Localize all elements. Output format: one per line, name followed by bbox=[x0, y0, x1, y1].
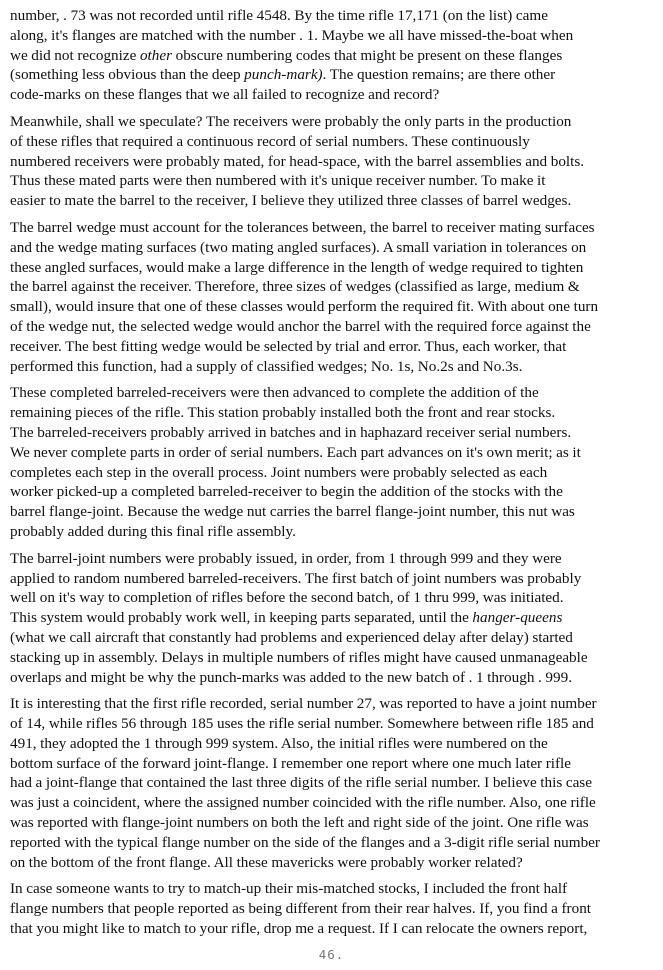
text-line: number, . 73 was not recorded until rifle 4548. By the time rifle 17,171 (on the list) came bbox=[10, 7, 548, 24]
text-line: and the wedge mating surfaces (two mating angled surfaces). A small variation in tolerances on bbox=[10, 238, 587, 256]
italic-text: other bbox=[139, 46, 172, 64]
text-run: we did not recognize bbox=[10, 46, 140, 64]
text-line: had a joint-flange that contained the last three digits of the rifle serial number. I believe this case bbox=[10, 774, 592, 792]
paragraph bbox=[10, 879, 653, 938]
paragraph bbox=[10, 549, 653, 688]
text-line: small), would insure that one of these classes would perform the required fit. With about one turn bbox=[10, 298, 599, 316]
text-line: was reported with flange-joint numbers on both the left and right side of the joint. One rifle was bbox=[10, 814, 589, 832]
text-line: well on it's way to completion of rifles before the second batch, of 1 thru 999, was initiated. bbox=[10, 589, 564, 607]
text-line: 491, they adopted the 1 through 999 system. Also, the initial rifles were numbered on the bbox=[10, 734, 548, 752]
text-line: completes each step in the overall process. Joint numbers were probably selected as each bbox=[10, 463, 548, 481]
text-line: code-marks on these flanges that we all failed to recognize and record? bbox=[10, 86, 440, 104]
text-line: the barrel against the receiver. Therefore, three sizes of wedges (classified as large, medium & bbox=[10, 278, 580, 296]
text-line: (what we call aircraft that constantly had problems and experienced delay after delay) started bbox=[10, 628, 573, 646]
text-line: It is interesting that the first rifle recorded, serial number 27, was reported to have a joint number bbox=[10, 695, 597, 713]
text-line: probably added during this final rifle assembly. bbox=[10, 522, 296, 540]
text-line: performed this function, had a supply of classified wedges; No. 1s, No.2s and No.3s. bbox=[10, 357, 523, 375]
text-line: overlaps and might be why the punch-marks was added to the new batch of . 1 through . 999. bbox=[10, 668, 573, 686]
text-line: bottom surface of the forward joint-flange. I remember one report where one much later rifle bbox=[10, 754, 572, 772]
text-line: these angled surfaces, would make a large difference in the length of wedge required to tighten bbox=[10, 258, 584, 276]
text-line: of these rifles that required a continuous record of serial numbers. These continuously bbox=[10, 132, 530, 150]
text-line: flange numbers that people reported as being different from their rear halves. If, you find a front bbox=[10, 900, 592, 918]
text-run: obscure numbering codes that might be present on these flanges bbox=[172, 46, 563, 64]
body-text bbox=[10, 6, 653, 939]
text-line: of the wedge nut, the selected wedge would anchor the barrel with the required force against the bbox=[10, 317, 591, 335]
page-number: 46. bbox=[318, 947, 345, 962]
text-run: (something less obvious than the deep bbox=[10, 66, 245, 84]
text-line: of 14, while rifles 56 through 185 uses the rifle serial number. Somewhere between rifle 185 and bbox=[10, 715, 594, 733]
text-line: that you might like to match to your rifle, drop me a request. If I can relocate the owners report, bbox=[10, 920, 588, 938]
text-line: Thus these mated parts were then numbered with it's unique receiver number. To make it bbox=[10, 172, 546, 190]
text-line: In case someone wants to try to match-up their mis-matched stocks, I included the front half bbox=[10, 880, 568, 898]
text-line: The barrel-joint numbers were probably issued, in order, from 1 through 999 and they were bbox=[10, 549, 562, 567]
text-line: was just a coincident, where the assigned number coincided with the rifle number. Also, one rifle bbox=[10, 794, 596, 812]
paragraph bbox=[10, 218, 653, 376]
text-line bbox=[10, 65, 653, 85]
text-line: reported with the typical flange number on the side of the flanges and a 3-digit rifle serial number bbox=[10, 833, 600, 851]
italic-text: hanger-queens bbox=[472, 609, 563, 627]
text-line: remaining pieces of the rifle. This station probably installed both the front and rear stocks. bbox=[10, 404, 556, 422]
paragraph bbox=[10, 112, 653, 211]
text-line: on the bottom of the front flange. All these mavericks were probably worker related? bbox=[10, 853, 523, 871]
paragraph bbox=[10, 6, 653, 105]
text-line: barrel flange-joint. Because the wedge nut carries the barrel flange-joint number, this nut was bbox=[10, 503, 575, 521]
text-line: receiver. The best fitting wedge would be selected by trial and error. Thus, each worker, that bbox=[10, 337, 567, 355]
italic-text: punch-mark) bbox=[244, 66, 323, 84]
text-line: worker picked-up a completed barreled-receiver to begin the addition of the stocks with the bbox=[10, 483, 563, 501]
text-line: along, it's flanges are matched with the number . 1. Maybe we all have missed-the-boat when bbox=[10, 26, 574, 44]
text-line: applied to random numbered barreled-receivers. The first batch of joint numbers was probably bbox=[10, 569, 582, 587]
text-line: The barreled-receivers probably arrived in batches and in haphazard receiver serial numbers. bbox=[10, 423, 572, 441]
text-line: numbered receivers were probably mated, for head-space, with the barrel assemblies and bolts. bbox=[10, 152, 585, 170]
text-run: . The question remains; are there other bbox=[322, 66, 556, 84]
text-line: easier to mate the barrel to the receiver, I believe they utilized three classes of barrel wedges. bbox=[10, 192, 572, 210]
text-line bbox=[10, 608, 653, 628]
paragraph bbox=[10, 694, 653, 872]
text-line: We never complete parts in order of serial numbers. Each part advances on it's own merit; as it bbox=[10, 443, 581, 461]
paragraph bbox=[10, 383, 653, 541]
text-run: This system would probably work well, in keeping parts separated, until the bbox=[10, 609, 473, 627]
text-line bbox=[10, 46, 653, 66]
text-line: These completed barreled-receivers were then advanced to complete the addition of the bbox=[10, 384, 539, 402]
text-line: Meanwhile, shall we speculate? The receivers were probably the only parts in the production bbox=[10, 112, 572, 130]
text-line: The barrel wedge must account for the tolerances between, the barrel to receiver mating surfaces bbox=[10, 218, 595, 236]
text-line: stacking up in assembly. Delays in multiple numbers of rifles might have caused unmanageable bbox=[10, 648, 588, 666]
